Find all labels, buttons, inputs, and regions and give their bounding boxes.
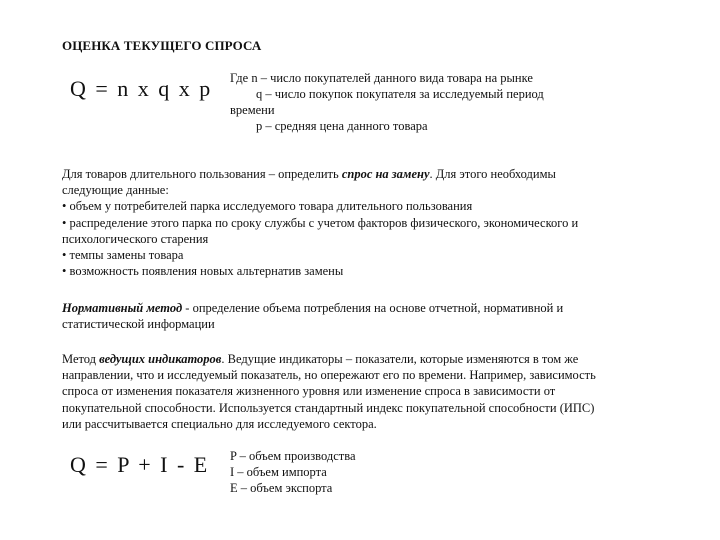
definition-import: I – объем импорта xyxy=(230,465,327,479)
definition-n: Где n – число покупателей данного вида товара на рынке xyxy=(230,71,533,85)
leading-indicators-line-2: направлении, что и исследуемый показатель, но опережают его по времени. Например, зависимость xyxy=(62,368,596,383)
balance-formula-definitions xyxy=(230,448,470,496)
slide-title: ОЦЕНКА ТЕКУЩЕГО СПРОСА xyxy=(62,38,262,53)
durable-goods-paragraph xyxy=(62,166,662,279)
leading-indicators-paragraph xyxy=(62,351,662,432)
demand-formula-definitions xyxy=(230,70,630,134)
leading-indicators-term: ведущих индикаторов xyxy=(99,352,222,366)
normative-method-paragraph xyxy=(62,300,662,332)
normative-method-line xyxy=(62,300,662,316)
leading-indicators-line-4: покупательной способности. Используется стандартный индекс покупательной способности (ИПС) xyxy=(62,400,595,415)
intro-text-b: . Для этого необходимы xyxy=(429,167,556,181)
definition-q: q – число покупок покупателя за исследуемый период xyxy=(256,87,544,101)
leading-indicators-text-b: . Ведущие индикаторы – показатели, которые изменяются в том же xyxy=(221,352,579,366)
leading-indicators-text-a: Метод xyxy=(62,352,100,366)
required-data-label: следующие данные: xyxy=(62,183,169,198)
normative-method-term: Нормативный метод xyxy=(62,301,183,315)
normative-method-line-2: статистической информации xyxy=(62,317,215,332)
replacement-demand-term: спрос на замену xyxy=(341,167,430,181)
leading-indicators-line-5: или рассчитывается специально для исследуемого сектора. xyxy=(62,416,377,431)
bullet-replacement-rate: • темпы замены товара xyxy=(62,248,184,263)
definition-q-continued: времени xyxy=(230,103,275,117)
demand-formula: Q = n x q x p xyxy=(70,76,213,101)
bullet-fleet-volume: • объем у потребителей парка исследуемого товара длительного пользования xyxy=(62,199,473,214)
leading-indicators-line-1 xyxy=(62,351,662,367)
bullet-fleet-distribution: • распределение этого парка по сроку службы с учетом факторов физического, экономического и xyxy=(62,215,579,230)
definition-export: E – объем экспорта xyxy=(230,481,333,495)
intro-text-a: Для товаров длительного пользования – определить xyxy=(62,167,342,181)
bullet-fleet-distribution-continued: психологического старения xyxy=(62,231,209,246)
normative-method-text: - определение объема потребления на основе отчетной, нормативной и xyxy=(182,301,564,315)
durable-goods-intro xyxy=(62,166,662,182)
bullet-new-alternatives: • возможность появления новых альтернатив замены xyxy=(62,264,344,279)
definition-p: p – средняя цена данного товара xyxy=(256,119,428,133)
balance-formula: Q = P + I - E xyxy=(70,452,210,477)
definition-production: P – объем производства xyxy=(230,449,356,463)
leading-indicators-line-3: спроса от изменения показателя жизненного уровня или изменение спроса в зависимости от xyxy=(62,384,556,399)
